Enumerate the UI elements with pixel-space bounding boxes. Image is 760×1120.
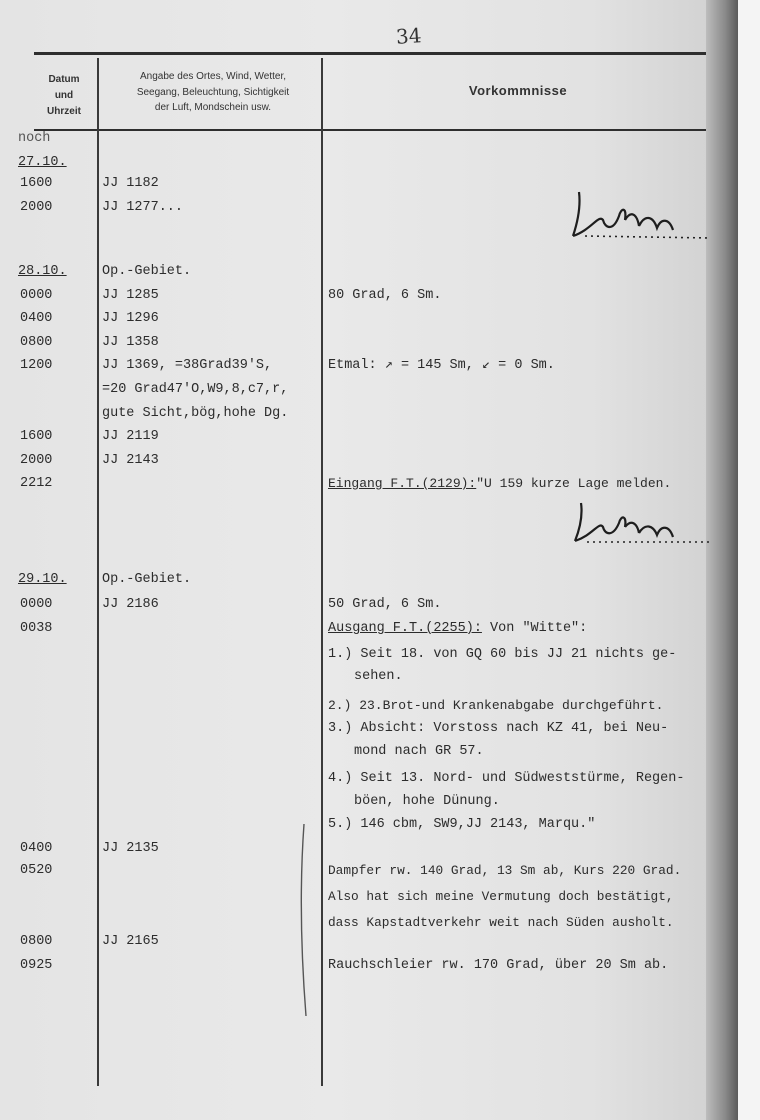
signature-mark (565, 180, 715, 250)
position-entry: JJ 1285 (102, 288, 159, 303)
event-entry: 80 Grad, 6 Sm. (328, 288, 442, 303)
time-entry: 1600 (20, 429, 53, 444)
list-item: böen, hohe Dünung. (354, 794, 500, 809)
time-entry: 0400 (20, 841, 53, 856)
position-entry: JJ 2186 (102, 597, 159, 612)
event-entry: Etmal: ↗ = 145 Sm, ↙ = 0 Sm. (328, 358, 555, 373)
time-entry: 2000 (20, 200, 53, 215)
noch-label: noch (18, 131, 51, 146)
header-date-line: Datum (48, 74, 80, 85)
list-item: 2.) 23.Brot-und Krankenabgabe durchgeführt. (328, 698, 664, 713)
time-entry: 0038 (20, 621, 53, 636)
date-entry: 29.10. (18, 572, 67, 587)
time-entry: 1600 (20, 176, 53, 191)
position-entry: JJ 2119 (102, 429, 159, 444)
position-entry: JJ 1277... (102, 200, 184, 215)
position-entry: JJ 1358 (102, 335, 159, 350)
event-entry: Dampfer rw. 140 Grad, 13 Sm ab, Kurs 220 Grad. (328, 863, 682, 878)
time-entry: 0400 (20, 311, 53, 326)
position-entry: JJ 1182 (102, 176, 159, 191)
time-entry: 0520 (20, 863, 53, 878)
column-divider-1 (97, 58, 99, 1086)
page-number: 34 (395, 23, 423, 49)
radio-in-text: "U 159 kurze Lage melden. (476, 476, 672, 491)
event-entry: dass Kapstadtverkehr weit nach Süden ausholt. (328, 915, 674, 930)
date-entry: 27.10. (18, 155, 67, 170)
radio-out-text: Von "Witte": (481, 621, 588, 636)
area-entry: Op.-Gebiet. (102, 572, 192, 587)
event-entry: Also hat sich meine Vermutung doch bestätigt, (328, 889, 674, 904)
position-entry: JJ 2165 (102, 934, 159, 949)
header-location-line: Angabe des Ortes, Wind, Wetter, (140, 71, 286, 82)
header-location-line: der Luft, Mondschein usw. (154, 102, 272, 113)
event-entry (328, 475, 671, 493)
radio-out-label: Ausgang F.T.(2255): (328, 621, 482, 636)
time-entry: 2212 (20, 476, 53, 491)
header-events: Vorkommnisse (468, 83, 568, 98)
list-item: 5.) 146 cbm, SW9,JJ 2143, Marqu." (328, 817, 596, 832)
header-rule (34, 129, 706, 131)
header-location (104, 69, 322, 116)
date-entry: 28.10. (18, 264, 67, 279)
list-item: mond nach GR 57. (354, 744, 484, 759)
column-divider-2 (321, 58, 323, 1086)
time-entry: 2000 (20, 453, 53, 468)
list-item: 1.) Seit 18. von GQ 60 bis JJ 21 nichts ge- (328, 647, 677, 662)
time-entry: 0800 (20, 335, 53, 350)
area-entry: Op.-Gebiet. (102, 264, 192, 279)
weather-entry: =20 Grad47'O,W9,8,c7,r, (102, 382, 289, 397)
radio-in-label: Eingang F.T.(2129): (328, 476, 477, 491)
signature-mark (565, 495, 715, 555)
position-entry: JJ 2143 (102, 453, 159, 468)
position-entry: JJ 2135 (102, 841, 159, 856)
list-item: sehen. (354, 669, 403, 684)
list-item: 3.) Absicht: Vorstoss nach KZ 41, bei Neu- (328, 721, 669, 736)
time-entry: 0000 (20, 597, 53, 612)
header-date-line: Uhrzeit (47, 106, 81, 117)
time-entry: 0925 (20, 958, 53, 973)
event-entry: 50 Grad, 6 Sm. (328, 597, 442, 612)
margin-strip (738, 0, 760, 1120)
pencil-mark (294, 820, 314, 1020)
binding-shadow (706, 0, 738, 1120)
time-entry: 0000 (20, 288, 53, 303)
event-entry: Rauchschleier rw. 170 Grad, über 20 Sm ab. (328, 958, 669, 973)
weather-entry: gute Sicht,bög,hohe Dg. (102, 406, 289, 421)
time-entry: 0800 (20, 934, 53, 949)
list-item: 4.) Seit 13. Nord- und Südweststürme, Regen- (328, 771, 685, 786)
position-entry: JJ 1369, =38Grad39'S, (102, 358, 273, 373)
position-entry: JJ 1296 (102, 311, 159, 326)
header-date-time (32, 72, 96, 120)
header-location-line: Seegang, Beleuchtung, Sichtigkeit (136, 86, 290, 98)
time-entry: 1200 (20, 358, 53, 373)
top-rule (34, 52, 706, 55)
header-date-line: und (54, 90, 74, 101)
event-entry (328, 620, 587, 638)
